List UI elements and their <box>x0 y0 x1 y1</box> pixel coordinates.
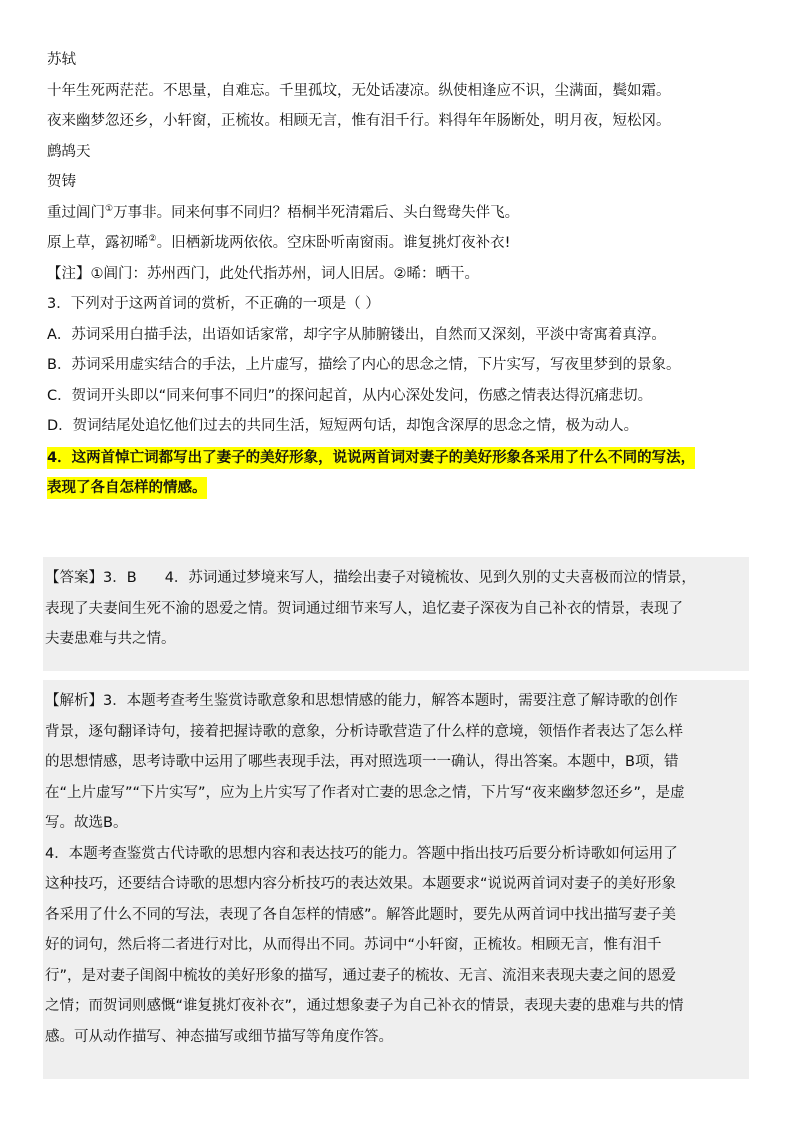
analysis-line-9: 好的词句，然后将二者进行对比，从而得出不同。苏词中“小轩窗，正梳妆。相顾无言，惟有泪千 <box>45 937 662 953</box>
answer-tag: 【答案】 <box>45 570 103 586</box>
question-4-line-1 <box>47 447 749 469</box>
answer-line-3: 夫妻患难与共之情。 <box>45 631 176 647</box>
poem2-line-2-part-a: 原上草，露初晞 <box>47 235 149 251</box>
question-3-option-d: D．贺词结尾处追忆他们过去的共同生活，短短两句话，却饱含深厚的思念之情，极为动人。 <box>47 418 639 434</box>
footnote-marker-1: ① <box>105 203 114 214</box>
poem1-line-2: 夜来幽梦忽还乡，小轩窗，正梳妆。相顾无言，惟有泪千行。料得年年肠断处，明月夜，短松冈。 <box>47 113 671 129</box>
question-4-highlight-2: 表现了各自怎样的情感。 <box>47 477 207 499</box>
question-3-option-a: A．苏词采用白描手法，出语如话家常，却字字从肺腑镂出，自然而又深刻，平淡中寄寓着真淳。 <box>47 326 666 343</box>
analysis-line-8: 各采用了什么不同的写法，表现了各自怎样的情感”。解答此题时，要先从两首词中找出描写妻子美 <box>45 906 677 923</box>
question-3-option-b: B．苏词采用虚实结合的手法，上片虚写，描绘了内心的思念之情，下片实写，写夜里梦到的景象。 <box>47 357 681 373</box>
poem2-line-1 <box>47 203 749 223</box>
analysis-tag: 【解析】 <box>45 693 103 709</box>
poem-note: 【注】①阊门：苏州西门，此处代指苏州，词人旧居。②晞：晒干。 <box>47 265 479 282</box>
poem2-line-1-part-a: 重过阊门 <box>47 204 105 221</box>
answer-line-1 <box>45 563 749 594</box>
poem2-author: 贺铸 <box>47 174 76 190</box>
answer-box <box>43 557 749 671</box>
document-page <box>47 50 749 499</box>
poem2-line-1-part-b: 万事非。同来何事不同归？梧桐半死清霜后、头白鸳鸯失伴飞。 <box>113 204 520 221</box>
poem2-line-2-part-b: 。旧栖新垅两依依。空床卧听南窗雨。谁复挑灯夜补衣! <box>156 235 511 251</box>
analysis-box <box>43 680 749 1079</box>
poem2-title: 鹧鸪天 <box>47 143 91 160</box>
question-4-line-2 <box>47 477 749 499</box>
analysis-line-7: 这种技巧，还要结合诗歌的思想内容分析技巧的表达效果。本题要求“说说两首词对妻子的美好形象 <box>45 876 677 892</box>
poem1-line-1: 十年生死两茫茫。不思量，自难忘。千里孤坟，无处话凄凉。纵使相逢应不识，尘满面，鬓如霜。 <box>47 82 671 99</box>
answer-line-2: 表现了夫妻间生死不渝的恩爱之情。贺词通过细节来写人，追忆妻子深夜为自己补衣的情景，表现了 <box>45 600 683 617</box>
analysis-line-1: 【解析】3．本题考查考生鉴赏诗歌意象和思想情感的能力，解答本题时，需要注意了解诗歌的创作 <box>45 693 678 709</box>
answer-q3: 3．B <box>103 570 137 586</box>
analysis-line-10: 行”，是对妻子闺阁中梳妆的美好形象的描写，通过妻子的梳妆、无言、流泪来表现夫妻之间的恩爱 <box>45 967 677 984</box>
analysis-line-11: 之情；而贺词则感慨“谁复挑灯夜补衣”，通过想象妻子为自己补衣的情景，表现夫妻的患难与共的情 <box>45 998 684 1014</box>
analysis-line-6: 4．本题考查鉴赏古代诗歌的思想内容和表达技巧的能力。答题中指出技巧后要分析诗歌如何运用了 <box>45 845 678 862</box>
analysis-line-5: 写。故选B。 <box>45 815 128 831</box>
footnote-marker-2: ② <box>148 234 157 245</box>
question-4-highlight-1: 4．这两首悼亡词都写出了妻子的美好形象，说说两首词对妻子的美好形象各采用了什么不同的写法， <box>47 447 695 469</box>
question-3-option-c: C．贺词开头即以“同来何事不同归”的探问起首，从内心深处发问，伤感之情表达得沉痛悲切。 <box>47 387 653 404</box>
answer-q4-start: 4．苏词通过梦境来写人，描绘出妻子对镜梳妆、见到久别的丈夫喜极而泣的情景， <box>164 570 696 586</box>
question-3-stem: 3．下列对于这两首词的赏析，不正确的一项是（ ） <box>47 296 380 312</box>
analysis-line-2: 背景，逐句翻译诗句，接着把握诗歌的意象，分析诗歌营造了什么样的意境，领悟作者表达了怎么样 <box>45 723 683 740</box>
poem1-author: 苏轼 <box>47 52 76 68</box>
poem2-line-2 <box>47 233 749 253</box>
analysis-line-4: 在“上片虚写”“下片实写”，应为上片实写了作者对亡妻的思念之情，下片写“夜来幽梦忽还乡”，是虚 <box>45 784 685 801</box>
analysis-line-12: 感。可从动作描写、神态描写或细节描写等角度作答。 <box>45 1028 393 1045</box>
analysis-line-3: 的思想情感，思考诗歌中运用了哪些表现手法，再对照选项一一确认，得出答案。本题中，B项，错 <box>45 754 679 770</box>
